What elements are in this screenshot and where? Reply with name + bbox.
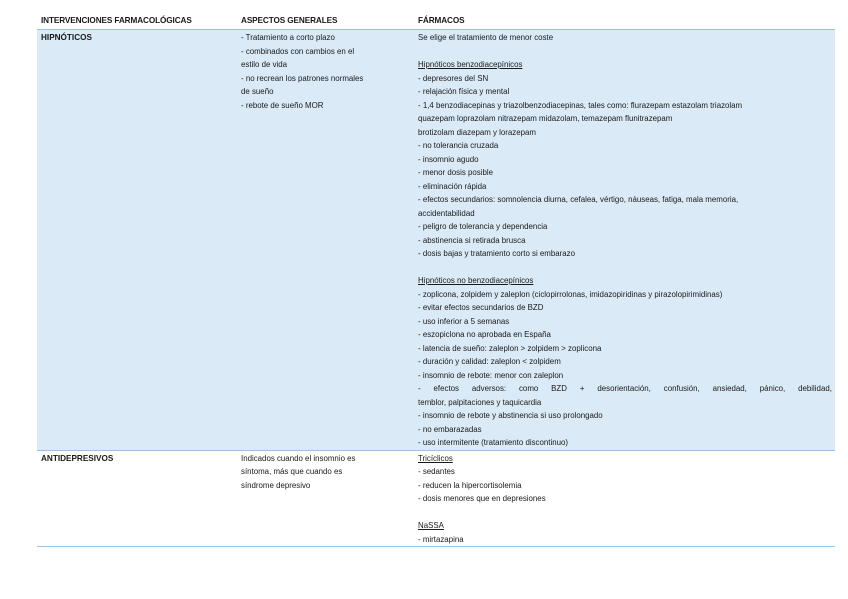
list-item: - efectos secundarios: somnolencia diurna, cefalea, vértigo, náuseas, fatiga, mala memoria, [418, 195, 739, 204]
word: desorientación, [597, 384, 651, 393]
list-item: - reducen la hipercortisolemia [418, 480, 522, 490]
adverse-effects-justified-line [418, 382, 832, 396]
list-item: estilo de vida [241, 60, 288, 69]
list-item: - rebote de sueño MOR [241, 100, 324, 110]
word: - [418, 384, 421, 393]
word: BZD [551, 384, 567, 393]
triciclicos-heading: Tricíclicos [418, 453, 453, 463]
list-item: temblor, palpitaciones y taquicardia [418, 397, 542, 407]
list-item: - sedantes [418, 467, 455, 476]
list-item: - latencia de sueño: zaleplon > zolpidem > zoplicona [418, 343, 602, 353]
list-item: - uso intermitente (tratamiento discontinuo) [418, 438, 568, 447]
list-item: - 1,4 benzodiacepinas y triazolbenzodiacepinas, tales como: flurazepam estazolam triazolam [418, 100, 743, 110]
list-item: - uso inferior a 5 semanas [418, 316, 510, 326]
header-drugs: FÁRMACOS [418, 16, 465, 25]
table-header [37, 13, 835, 30]
list-item: - insomnio agudo [418, 154, 479, 164]
table-row-antidepresivos [37, 451, 835, 548]
list-item: - dosis menores que en depresiones [418, 494, 546, 503]
list-item: - mirtazapina [418, 534, 464, 544]
list-item: - Tratamiento a corto plazo [241, 33, 335, 42]
list-item: - insomnio de rebote: menor con zaleplon [418, 370, 564, 380]
list-item: de sueño [241, 87, 274, 96]
list-item: - insomnio de rebote y abstinencia si uso prolongado [418, 411, 603, 420]
list-item: accidentabilidad [418, 208, 475, 218]
list-item: - combinados con cambios en el [241, 46, 355, 56]
list-item: - depresores del SN [418, 73, 489, 83]
list-item: - abstinencia si retirada brusca [418, 235, 526, 245]
farmacos-intro: Se elige el tratamiento de menor coste [418, 33, 554, 42]
list-item: - no recrean los patrones normales [241, 73, 364, 83]
antidepresivos-cell [37, 451, 237, 547]
list-item: - peligro de tolerancia y dependencia [418, 222, 548, 231]
word: confusión, [663, 384, 700, 393]
word: ansiedad, [712, 384, 747, 393]
antidepresivos-title: ANTIDEPRESIVOS [41, 453, 114, 463]
list-item: - evitar efectos secundarios de BZD [418, 303, 544, 312]
word: + [579, 384, 585, 393]
hipnoticos-cell [37, 30, 237, 450]
list-item: Indicados cuando el insomnio es [241, 453, 356, 463]
word: efectos [433, 384, 459, 393]
list-item: - eszopiclona no aprobada en España [418, 330, 551, 339]
hipnoticos-farmacos-cell [414, 30, 835, 450]
list-item: - menor dosis posible [418, 168, 493, 177]
word: como [518, 384, 539, 393]
nobzd-heading: Hipnóticos no benzodiacepínicos [418, 276, 534, 285]
pharmacological-interventions-table [37, 13, 835, 547]
nassa-heading: NaSSA [418, 521, 444, 530]
list-item: - no tolerancia cruzada [418, 141, 499, 150]
list-item: síndrome depresivo [241, 480, 311, 490]
word: pánico, [759, 384, 786, 393]
word: adversos: [471, 384, 507, 393]
table-row-hipnoticos [37, 30, 835, 451]
list-item: - dosis bajas y tratamiento corto si embarazo [418, 249, 576, 258]
list-item: - relajación física y mental [418, 87, 510, 96]
hipnoticos-title: HIPNÓTICOS [41, 33, 92, 42]
bzd-heading: Hipnóticos benzodiacepínicos [418, 60, 523, 69]
antidepresivos-farmacos-cell [414, 451, 835, 547]
header-interventions: INTERVENCIONES FARMACOLÓGICAS [41, 16, 192, 25]
list-item: - duración y calidad: zaleplon < zolpidem [418, 357, 561, 366]
word: debilidad, [798, 384, 832, 393]
header-general-aspects: ASPECTOS GENERALES [241, 16, 338, 25]
list-item: quazepam loprazolam nitrazepam midazolam, temazepam flunitrazepam [418, 114, 673, 123]
list-item: - zoplicona, zolpidem y zaleplon (ciclopirrolonas, imidazopiridinas y pirazolopirimidinas) [418, 289, 723, 299]
list-item: - eliminación rápida [418, 181, 487, 191]
list-item: síntoma, más que cuando es [241, 467, 343, 476]
list-item: - no embarazadas [418, 424, 482, 434]
hipnoticos-aspectos-cell [237, 30, 414, 450]
list-item: brotizolam diazepam y lorazepam [418, 127, 536, 137]
antidepresivos-aspectos-cell [237, 451, 414, 547]
